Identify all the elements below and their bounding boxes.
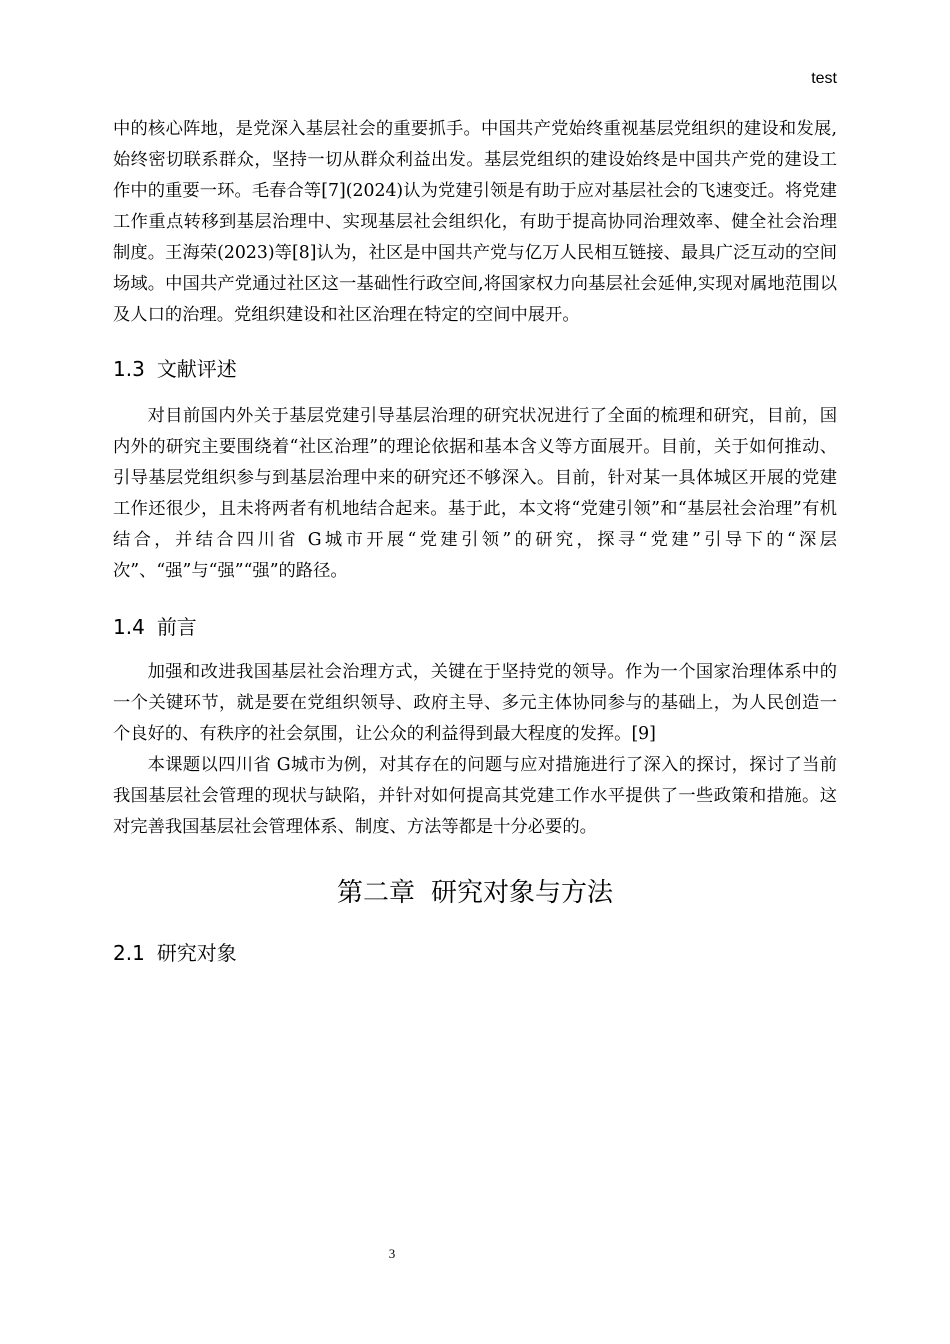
section-title: 前言: [156, 615, 197, 639]
preface-paragraph-2: 本课题以四川省 G城市为例，对其存在的问题与应对措施进行了深入的探讨，探讨了当前我国基层社会管理的现状与缺陷，并针对如何提高其党建工作水平提供了一些政策和措施。这对完善我国基层社会管理体系、制度、方法等都是十分必要的。: [113, 755, 837, 837]
section-number: 1.4: [113, 615, 145, 639]
section-heading-1-4: [113, 613, 837, 641]
section-heading-2-1: [113, 939, 837, 967]
running-header: test: [811, 70, 837, 87]
chapter-title: 研究对象与方法: [431, 878, 614, 908]
chapter-heading: [113, 875, 837, 911]
section-heading-1-3: [113, 355, 837, 383]
section-title: 研究对象: [156, 941, 237, 965]
page-number: 3: [388, 1246, 396, 1261]
section-title: 文献评述: [156, 357, 237, 381]
preface-paragraph-1: 加强和改进我国基层社会治理方式，关键在于坚持党的领导。作为一个国家治理体系中的一个关键环节，就是要在党组织领导、政府主导、多元主体协同参与的基础上，为人民创造一个良好的、有秩序的社会氛围，让公众的利益得到最大程度的发挥。[9]: [113, 662, 837, 744]
intro-paragraph: 中的核心阵地，是党深入基层社会的重要抓手。中国共产党始终重视基层党组织的建设和发展,始终密切联系群众，坚持一切从群众利益出发。基层党组织的建设始终是中国共产党的建设工作中的重要一环。毛春合等[7](2024)认为党建引领是有助于应对基层社会的飞速变迁。将党建工作重点转移到基层治理中、实现基层社会组织化，有助于提高协同治理效率、健全社会治理制度。王海荣(2023)等[8]认为，社区是中国共产党与亿万人民相互链接、最具广泛互动的空间场域。中国共产党通过社区这一基础性行政空间,将国家权力向基层社会延伸,实现对属地范围以及人口的治理。党组织建设和社区治理在特定的空间中展开。: [113, 119, 837, 325]
literature-review-paragraph: 对目前国内外关于基层党建引导基层治理的研究状况进行了全面的梳理和研究，目前，国内外的研究主要围绕着“社区治理”的理论依据和基本含义等方面展开。目前，关于如何推动、引导基层党组织参与到基层治理中来的研究还不够深入。目前，针对某一具体城区开展的党建工作还很少，且未将两者有机地结合起来。基于此，本文将“党建引领”和“基层社会治理”有机结合，并结合四川省 G城市开展“党建引领”的研究，探寻“党建”引导下的“深层次”、“强”与“强”“强”的路径。: [113, 406, 837, 581]
chapter-number: 第二章: [336, 878, 415, 908]
section-number: 1.3: [113, 357, 145, 381]
page-content: [113, 114, 837, 967]
section-number: 2.1: [113, 941, 145, 965]
